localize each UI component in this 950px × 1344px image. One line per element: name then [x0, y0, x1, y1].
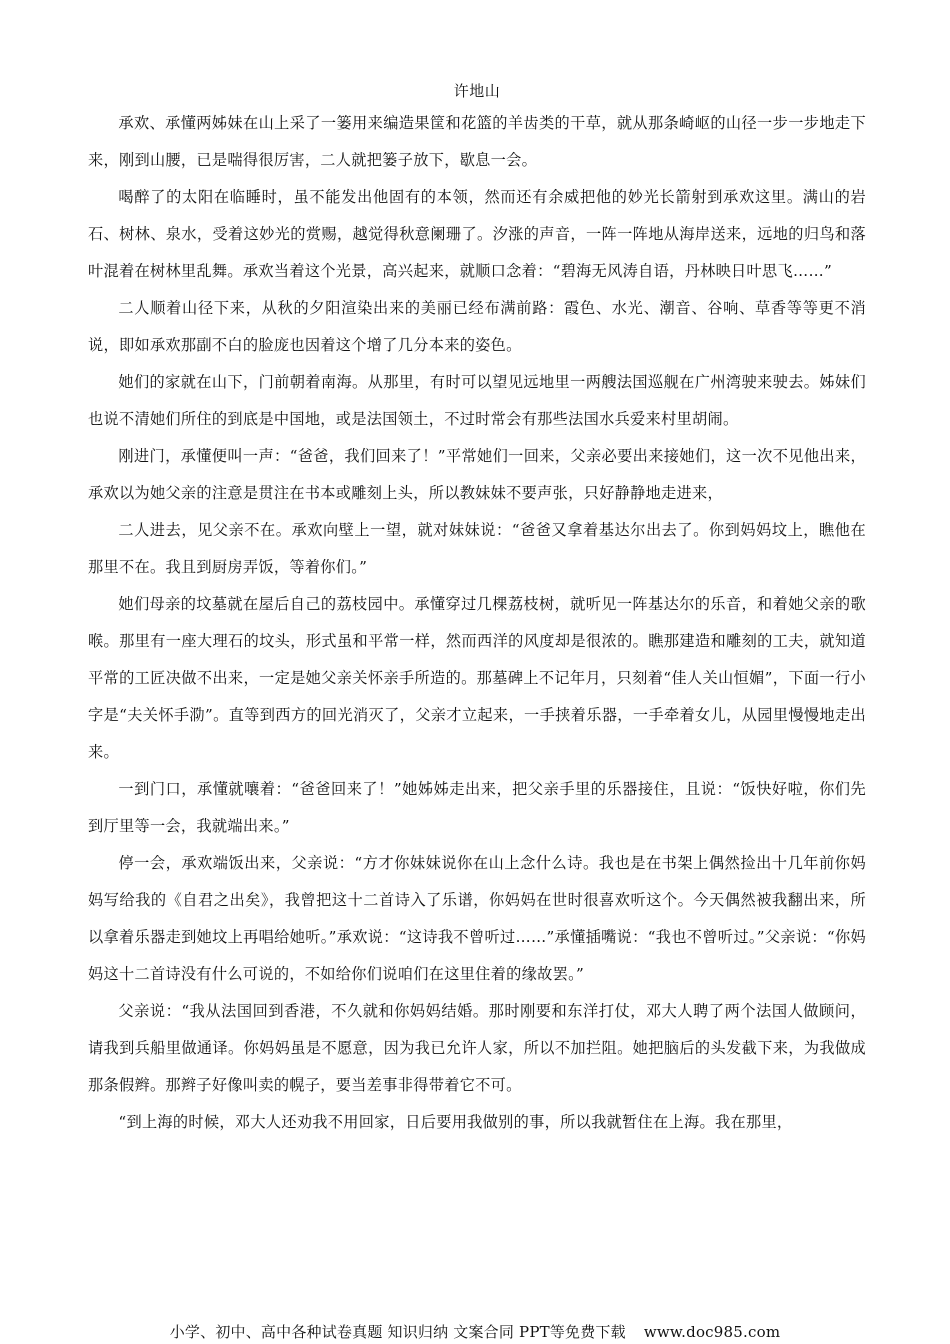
- paragraph-7: 她们母亲的坟墓就在屋后自己的荔枝园中。承懂穿过几棵荔枝树，就听见一阵基达尔的乐音，和着她父亲的歌喉。那里有一座大理石的坟头，形式虽和平常一样，然而西洋的风度却是很浓的。瞧那建造和雕刻的工夫，就知道平常的工匠决做不出来，一定是她父亲关怀亲手所造的。那墓碑上不记年月，只刻着“佳人关山恒媚”，下面一行小字是“夫关怀手泐”。直等到西方的回光消灭了，父亲才立起来，一手挟着乐器，一手牵着女儿，从园里慢慢地走出来。: [88, 595, 866, 761]
- paragraph-2: 喝醉了的太阳在临睡时，虽不能发出他固有的本领，然而还有余威把他的妙光长箭射到承欢这里。满山的岩石、树林、泉水，受着这妙光的赏赐，越觉得秋意阑珊了。汐涨的声音，一阵一阵地从海岸送来，远地的归鸟和落叶混着在树林里乱舞。承欢当着这个光景，高兴起来，就顺口念着：“碧海无风涛自语，丹林映日叶思飞……”: [88, 188, 866, 280]
- page-footer: [0, 1322, 950, 1342]
- paragraph-11: “到上海的时候，邓大人还劝我不用回家，日后要用我做别的事，所以我就暂住在上海。我在那里，: [118, 1113, 793, 1131]
- paragraph-9: 停一会，承欢端饭出来，父亲说：“方才你妹妹说你在山上念什么诗。我也是在书架上偶然捡出十几年前你妈妈写给我的《自君之出矣》，我曾把这十二首诗入了乐谱，你妈妈在世时很喜欢听这个。今天偶然被我翻出来，所以拿着乐器走到她坟上再唱给她听。”承欢说：“这诗我不曾听过……”承懂插嘴说：“我也不曾听过。”父亲说：“你妈妈这十二首诗没有什么可说的，不如给你们说咱们在这里住着的缘故罢。”: [88, 854, 866, 983]
- paragraph-5: 刚进门，承懂便叫一声：“爸爸，我们回来了！”平常她们一回来，父亲必要出来接她们，这一次不见他出来，承欢以为她父亲的注意是贯注在书本或雕刻上头，所以教妹妹不要声张，只好静静地走进来，: [88, 447, 866, 502]
- footer-text: 小学、初中、高中各种试卷真题 知识归纳 文案合同 PPT等免费下载: [169, 1323, 626, 1341]
- paragraph-8: 一到门口，承懂就嚷着：“爸爸回来了！”她姊姊走出来，把父亲手里的乐器接住，且说：“饭快好啦，你们先到厅里等一会，我就端出来。”: [88, 780, 866, 835]
- document-page: [88, 78, 866, 1141]
- paragraph-4: 她们的家就在山下，门前朝着南海。从那里，有时可以望见远地里一两艘法国巡舰在广州湾驶来驶去。姊妹们也说不清她们所住的到底是中国地，或是法国领土，不过时常会有那些法国水兵爱来村里胡闹。: [88, 373, 866, 428]
- paragraph-1: 承欢、承懂两姊妹在山上采了一篓用来编造果筐和花篮的羊齿类的干草，就从那条崎岖的山径一步一步地走下来，刚到山腰，已是喘得很厉害，二人就把篓子放下，歇息一会。: [88, 114, 866, 169]
- author-name: 许地山: [453, 82, 501, 100]
- paragraph-3: 二人顺着山径下来，从秋的夕阳渲染出来的美丽已经布满前路：霞色、水光、潮音、谷响、草香等等更不消说，即如承欢那副不白的脸庞也因着这个增了几分本来的姿色。: [88, 299, 866, 354]
- paragraph-10: 父亲说：“我从法国回到香港，不久就和你妈妈结婚。那时刚要和东洋打仗，邓大人聘了两个法国人做顾问，请我到兵船里做通译。你妈妈虽是不愿意，因为我已允许人家，所以不加拦阻。她把脑后的头发截下来，为我做成那条假辫。那辫子好像叫卖的幌子，要当差事非得带着它不可。: [88, 1002, 866, 1094]
- footer-site-link[interactable]: www.doc985.com: [643, 1323, 781, 1341]
- paragraph-6: 二人进去，见父亲不在。承欢向壁上一望，就对妹妹说：“爸爸又拿着基达尔出去了。你到妈妈坟上，瞧他在那里不在。我且到厨房弄饭，等着你们。”: [88, 521, 866, 576]
